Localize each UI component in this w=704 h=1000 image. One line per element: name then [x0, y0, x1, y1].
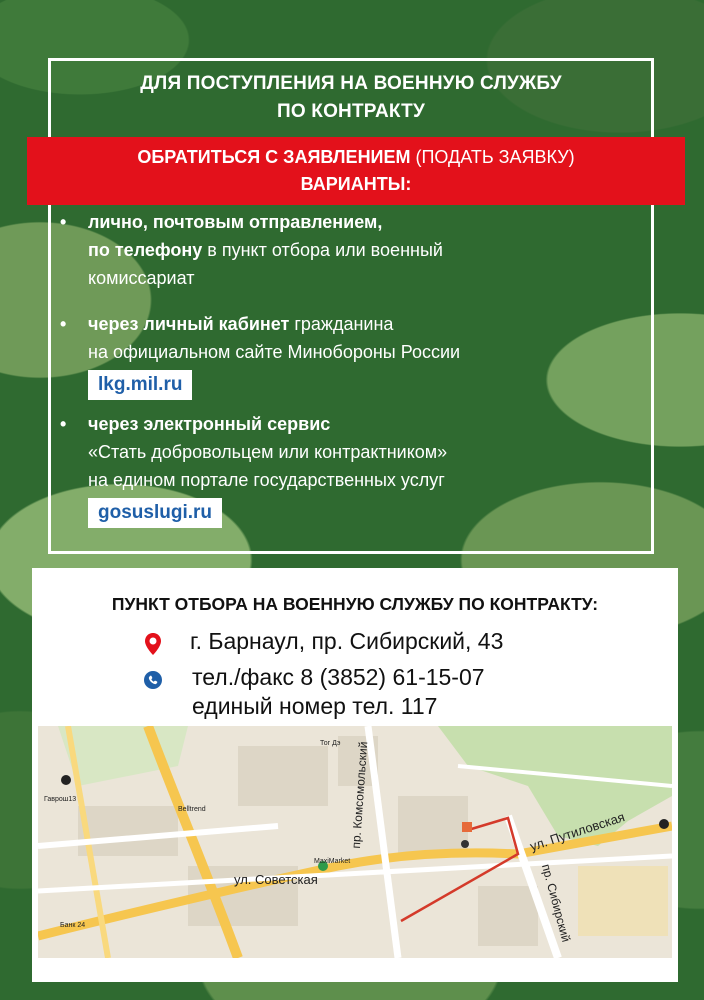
- option1-text-2: в пункт отбора или военный: [202, 240, 443, 260]
- street-komsomolsky-label: пр. Комсомольский: [348, 741, 371, 849]
- address-text: г. Барнаул, пр. Сибирский, 43: [190, 628, 504, 654]
- poi-gavrosh-label: Гаврош13: [44, 796, 77, 803]
- poi-beltrend-label: Belltrend: [178, 806, 206, 813]
- list-item: [60, 310, 640, 400]
- map-pin-icon: [143, 632, 163, 656]
- banner-bold-text: ОБРАТИТЬСЯ С ЗАЯВЛЕНИЕМ: [137, 147, 411, 167]
- street-sibirsky-label: пр. Сибирский: [538, 862, 574, 944]
- option2-text-1: гражданина: [289, 314, 394, 334]
- street-sovetskaya-label: ул. Советская: [234, 872, 318, 887]
- banner-variants: ВАРИАНТЫ:: [300, 174, 412, 194]
- bullet: •: [60, 314, 67, 334]
- option1-bold-1: лично, почтовым отправлением,: [88, 212, 383, 232]
- gosuslugi-link[interactable]: gosuslugi.ru: [88, 498, 222, 528]
- poi-bank-label: Банк 24: [60, 922, 86, 929]
- option1-bold-2: по телефону: [88, 240, 203, 260]
- red-banner: [27, 137, 685, 205]
- page-title: [48, 70, 654, 126]
- title-line-2: ПО КОНТРАКТУ: [276, 101, 426, 122]
- poi-maximarket-label: MaxiMarket: [314, 858, 351, 865]
- option2-bold-1: через личный кабинет: [88, 314, 290, 334]
- banner-normal-text: (ПОДАТЬ ЗАЯВКУ): [410, 147, 575, 167]
- street-putilovskaya-label: ул. Путиловская: [528, 809, 627, 854]
- option3-text-2: «Стать добровольцем или контрактником»: [88, 442, 448, 462]
- card-title: ПУНКТ ОТБОРА НА ВОЕННУЮ СЛУЖБУ ПО КОНТРАКТУ:: [111, 594, 599, 614]
- title-line-1: ДЛЯ ПОСТУПЛЕНИЯ НА ВОЕННУЮ СЛУЖБУ: [140, 73, 562, 94]
- phone-icon: [144, 671, 162, 689]
- contact-card: [32, 568, 678, 982]
- list-item: [60, 208, 640, 292]
- single-number-text: единый номер тел. 117: [192, 693, 438, 719]
- options-list: [60, 208, 640, 546]
- lkg-link[interactable]: lkg.mil.ru: [88, 370, 192, 400]
- bullet: •: [60, 414, 67, 434]
- list-item: [60, 410, 640, 528]
- option3-bold-1: через электронный сервис: [88, 414, 331, 434]
- location-map[interactable]: [38, 726, 672, 958]
- phone-text: тел./факс 8 (3852) 61-15-07: [192, 664, 485, 690]
- bullet: •: [60, 212, 67, 232]
- option2-text-2: на официальном сайте Минобороны России: [88, 342, 461, 362]
- option3-text-3: на едином портале государственных услуг: [88, 470, 445, 490]
- poi-tog-label: Тог Дэ: [320, 740, 341, 747]
- option1-text-3: комиссариат: [88, 268, 195, 288]
